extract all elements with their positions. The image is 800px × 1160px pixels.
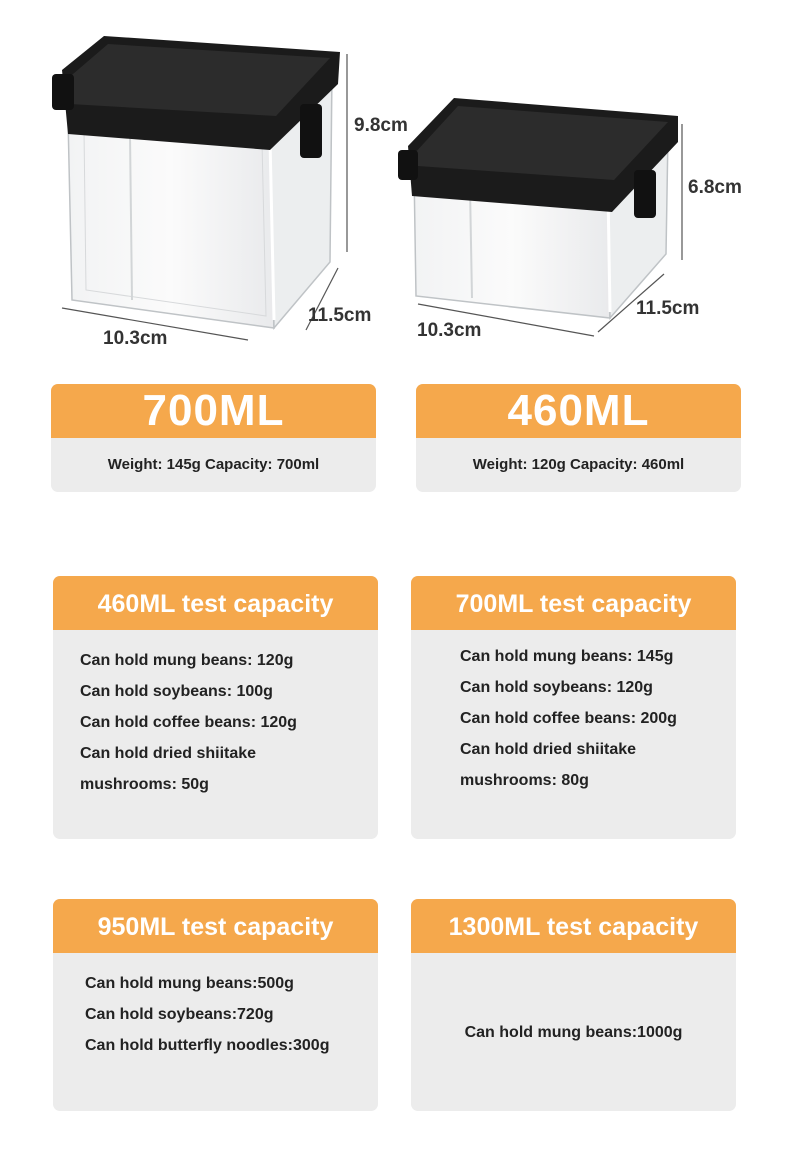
test-card-460ml <box>53 576 378 839</box>
test-line: Can hold soybeans:720g <box>85 1006 274 1023</box>
test-line: Can hold mung beans: 145g <box>460 648 674 665</box>
large-width-label: 10.3cm <box>103 328 168 349</box>
large-height-label: 9.8cm <box>354 115 408 136</box>
test-line: mushrooms: 80g <box>460 772 589 789</box>
test-card-700ml <box>411 576 736 839</box>
test-line: Can hold dried shiitake <box>80 745 257 762</box>
small-height-label: 6.8cm <box>688 177 742 198</box>
size-title: 700ML <box>51 384 376 438</box>
test-title: 1300ML test capacity <box>411 899 736 953</box>
test-line: Can hold mung beans: 120g <box>80 652 294 669</box>
test-card-1300ml <box>411 899 736 1111</box>
large-container-image <box>52 36 340 328</box>
test-line: Can hold soybeans: 120g <box>460 679 653 696</box>
test-title: 950ML test capacity <box>53 899 378 953</box>
test-card-950ml <box>53 899 378 1111</box>
size-detail: Weight: 120g Capacity: 460ml <box>472 456 685 473</box>
test-line: Can hold soybeans: 100g <box>80 683 273 700</box>
small-width-label: 10.3cm <box>417 320 482 341</box>
test-line: Can hold butterfly noodles:300g <box>85 1037 330 1054</box>
test-line: mushrooms: 50g <box>80 776 209 793</box>
test-title: 700ML test capacity <box>411 576 736 630</box>
size-card-460ml <box>416 384 741 492</box>
size-detail: Weight: 145g Capacity: 700ml <box>107 456 320 473</box>
test-line: Can hold mung beans:1000g <box>464 1023 683 1041</box>
size-title: 460ML <box>416 384 741 438</box>
size-card-700ml <box>51 384 376 492</box>
small-container-image <box>398 98 678 318</box>
test-line: Can hold coffee beans: 120g <box>80 714 297 731</box>
test-line: Can hold mung beans:500g <box>85 975 294 992</box>
small-depth-label: 11.5cm <box>636 298 700 319</box>
test-line: Can hold dried shiitake <box>460 741 637 758</box>
test-title: 460ML test capacity <box>53 576 378 630</box>
large-depth-label: 11.5cm <box>308 305 372 326</box>
test-line: Can hold coffee beans: 200g <box>460 710 677 727</box>
